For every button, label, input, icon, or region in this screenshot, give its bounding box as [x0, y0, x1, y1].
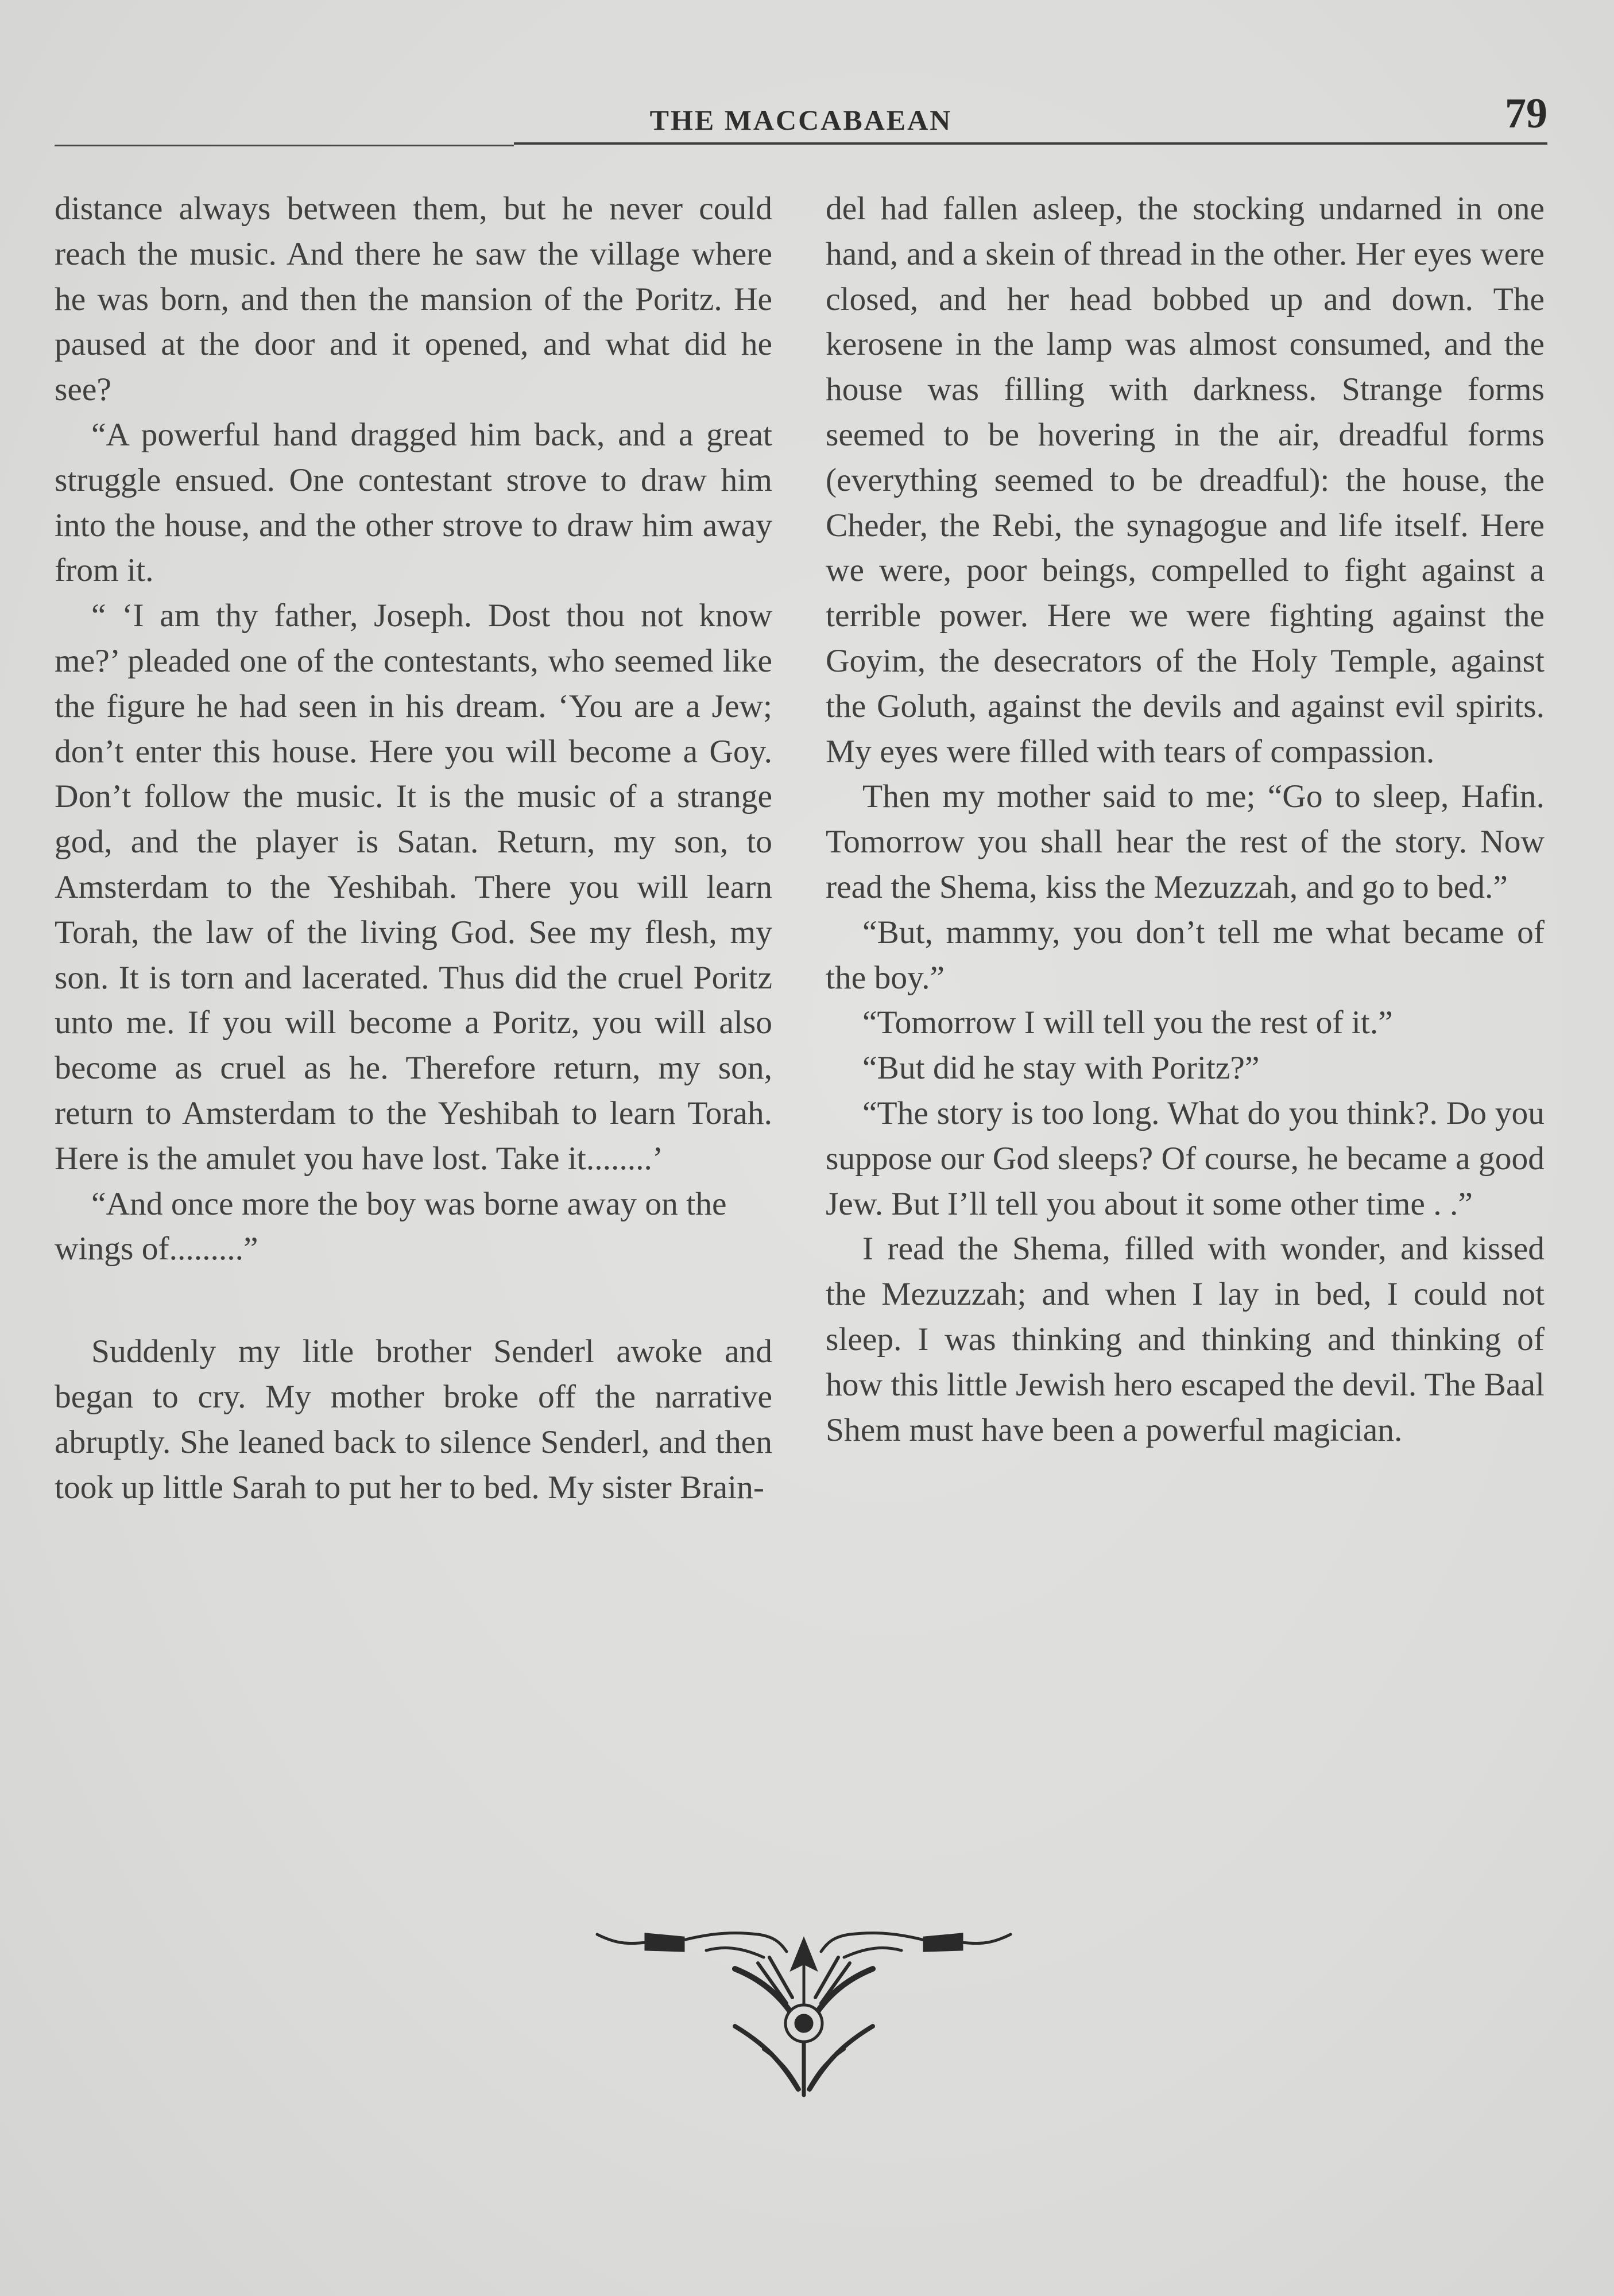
- page-number: 79: [1505, 90, 1547, 137]
- left-column: [55, 187, 772, 1510]
- floral-tailpiece-ornament-icon: [591, 1917, 1016, 2101]
- paragraph: “Tomorrow I will tell you the rest of it.”: [862, 1004, 1393, 1041]
- header-rule-left: [55, 145, 514, 146]
- paragraph: “But did he stay with Poritz?”: [862, 1050, 1260, 1087]
- paragraph: del had fallen asleep, the stocking undarned in one hand, and a skein of thread in the other. Her eyes were closed, and her head bobbed up and down. The kerosene in the lamp was almost consumed, and the house was filling with darkness. Strange forms seemed to be hovering in the air, dreadful forms (everything seemed to be dreadful): the house, the Cheder, the Rebi, the synagogue and life itself. Here we were, poor beings, compelled to fight against a terrible power. Here we were fighting against the Goyim, the desecrators of the Holy Temple, against the Goluth, against the devils and against evil spirits. My eyes were filled with tears of compassion.: [826, 191, 1545, 770]
- header-title: THE MACCABAEAN: [649, 104, 953, 136]
- paragraph: “A powerful hand dragged him back, and a great struggle ensued. One contestant strove to draw him into the house, and the other strove to draw him away from it.: [55, 416, 772, 589]
- paragraph: I read the Shema, filled with wonder, and kissed the Mezuzzah; and when I lay in bed, I could not sleep. I was thinking and thinking and thinking of how this little Jewish hero escaped the devil. The Baal Shem must have been a powerful magician.: [826, 1231, 1545, 1448]
- header-rule-right: [514, 142, 1547, 145]
- paragraph: Suddenly my litle brother Senderl awoke and began to cry. My mother broke off the narrative abruptly. She leaned back to silence Senderl, and then took up little Sarah to put her to bed. My sister Brain-: [55, 1333, 772, 1506]
- paragraph: “And once more the boy was borne away on the wings of.........”: [55, 1185, 727, 1267]
- paragraph: “But, mammy, you don’t tell me what became of the boy.”: [826, 914, 1545, 996]
- paragraph: “ ‘I am thy father, Joseph. Dost thou not know me?’ pleaded one of the contestants, who seemed like the figure he had seen in his dream. ‘You are a Jew; don’t enter this house. Here you will become a Goy. Don’t follow the music. It is the music of a strange god, and the player is Satan. Return, my son, to Amsterdam to the Yeshibah. There you will learn Torah, the law of the living God. See my flesh, my son. It is torn and lacerated. Thus did the cruel Poritz unto me. If you will become a Poritz, you will also become as cruel as he. Therefore return, my son, return to Amsterdam to the Yeshibah to learn Torah. Here is the amulet you have lost. Take it........’: [55, 598, 772, 1177]
- paragraph: “The story is too long. What do you think?. Do you suppose our God sleeps? Of course, he became a good Jew. But I’ll tell you about it some other time . .”: [826, 1095, 1545, 1222]
- running-header: [55, 86, 1547, 149]
- right-column: [826, 187, 1545, 1453]
- paragraph: Then my mother said to me; “Go to sleep, Hafin. Tomorrow you shall hear the rest of the story. Now read the Shema, kiss the Mezuzzah, and go to bed.”: [826, 778, 1545, 905]
- paragraph: distance always between them, but he never could reach the music. And there he saw the village where he was born, and then the mansion of the Poritz. He paused at the door and it opened, and what did he see?: [55, 191, 772, 408]
